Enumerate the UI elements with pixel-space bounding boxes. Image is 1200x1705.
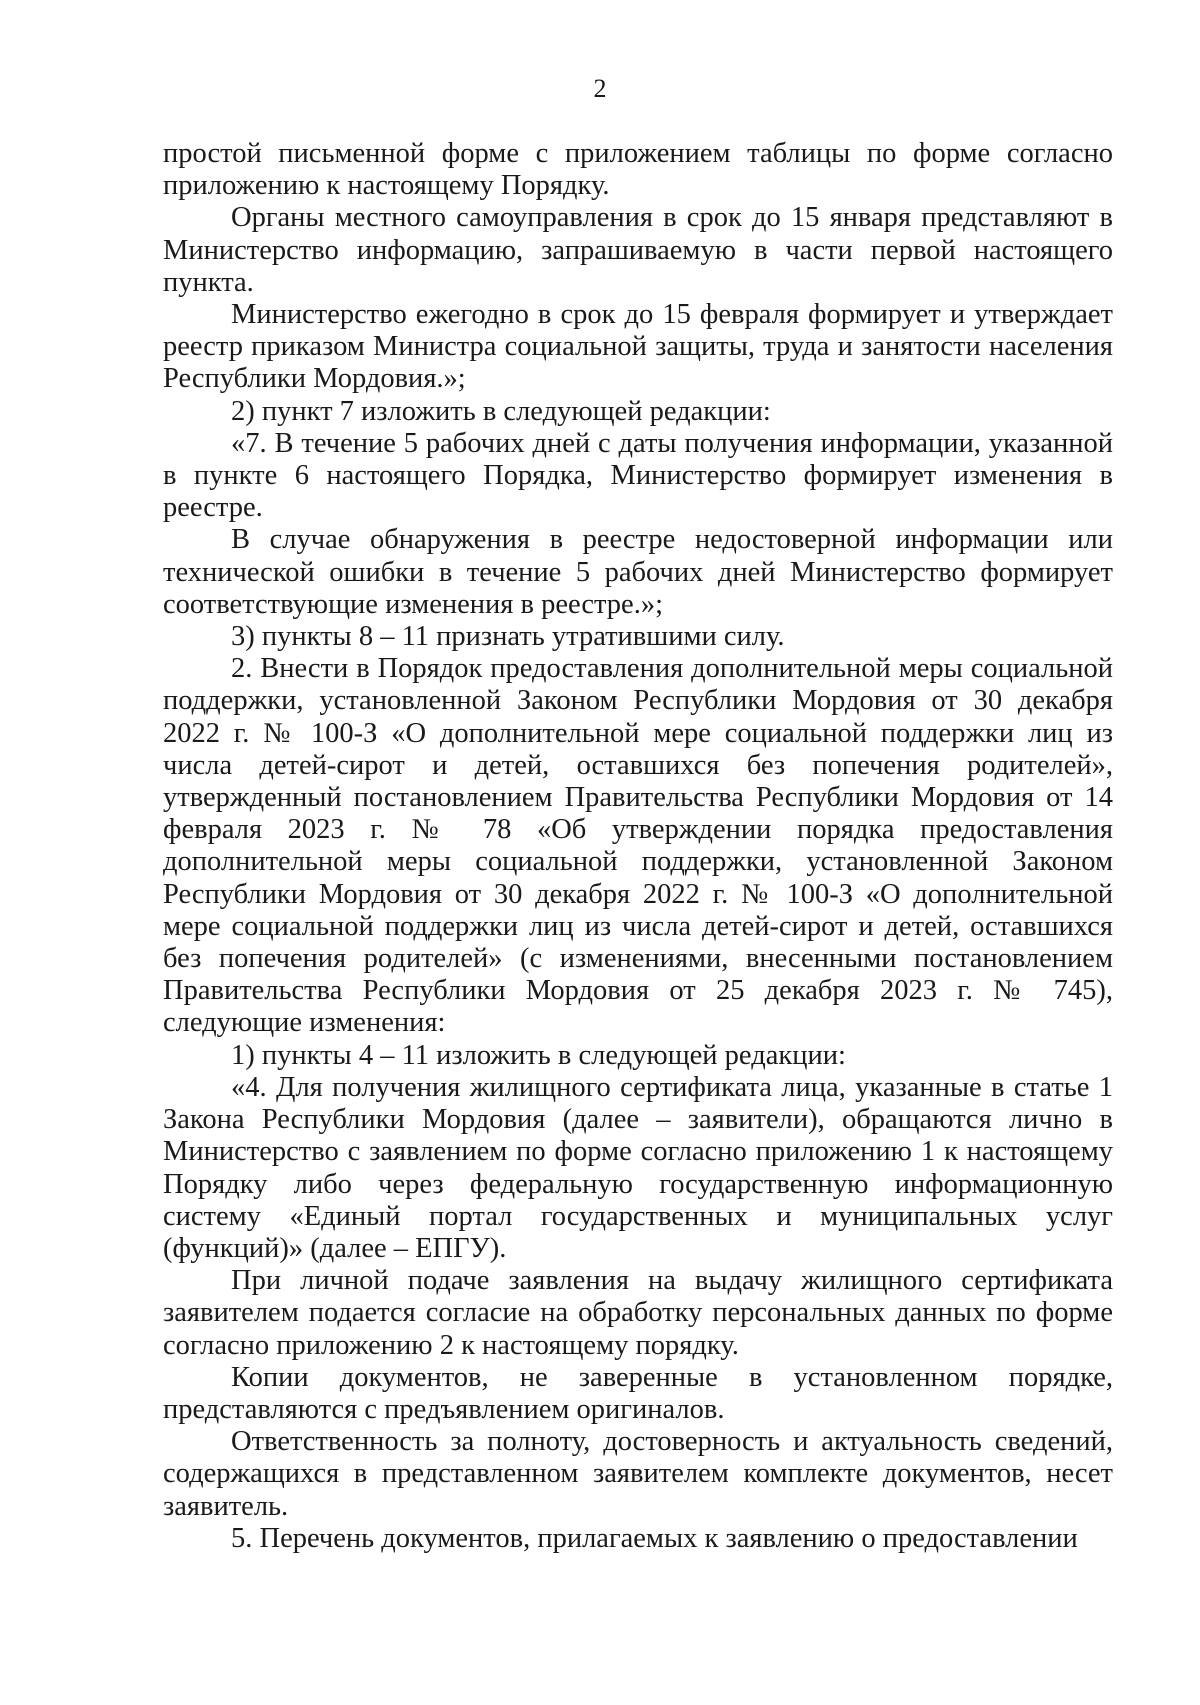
paragraph-item-1-points: 1) пункты 4 – 11 изложить в следующей редакции: <box>231 1039 846 1071</box>
document-body <box>163 138 1113 1555</box>
paragraph-point-5: 5. Перечень документов, прилагаемых к заявлению о предоставлении <box>231 1522 1078 1554</box>
page-number: 2 <box>593 74 607 103</box>
paragraph-error-case: В случае обнаружения в реестре недостоверной информации или технической ошибки в течение 5 рабочих дней Министерство формирует соответствующие изменения в реестре.»; <box>163 524 1113 620</box>
paragraph-personal-data: При личной подаче заявления на выдачу жилищного сертификата заявителем подается согласие на обработку персональных данных по форме согласно приложению 2 к настоящему порядку. <box>163 1265 1113 1361</box>
paragraph-point-4: «4. Для получения жилищного сертификата лица, указанные в статье 1 Закона Республики Мордовия (далее – заявители), обращаются лично в Министерство с заявлением по форме согласно приложению 1 к настоящему Порядку либо через федеральную государственную информационную систему «Единый портал государственных и муниципальных услуг (функций)» (далее – ЕПГУ). <box>163 1071 1113 1264</box>
paragraph-responsibility: Ответственность за полноту, достоверность и актуальность сведений, содержащихся в представленном заявителем комплекте документов, несет заявитель. <box>163 1426 1113 1522</box>
paragraph-point-7: «7. В течение 5 рабочих дней с даты получения информации, указанной в пункте 6 настоящего Порядка, Министерство формирует изменения в реестре. <box>163 427 1113 524</box>
paragraph-amend-procedure: 2. Внести в Порядок предоставления дополнительной меры социальной поддержки, установленной Законом Республики Мордовия от 30 декабря 2022 г. № 100-З «О дополнительной мере социальной поддержки лиц из числа детей-сирот и детей, оставшихся без попечения родителей», утвержденный постановлением Правительства Республики Мордовия от 14 февраля 2023 г. № 78 «Об утверждении порядка предоставления дополнительной меры социальной поддержки, установленной Законом Республики Мордовия от 30 декабря 2022 г. № 100-З «О дополнительной мере социальной поддержки лиц из числа детей-сирот и детей, оставшихся без попечения родителей» (с изменениями, внесенными постановлением Правительства Республики Мордовия от 25 декабря 2023 г. № 745), следующие изменения: <box>163 653 1113 1039</box>
paragraph-local-authorities: Органы местного самоуправления в срок до 15 января представляют в Министерство информацию, запрашиваемую в части первой настоящего пункта. <box>163 202 1113 298</box>
paragraph-item-2: 2) пункт 7 изложить в следующей редакции: <box>231 395 771 427</box>
paragraph-continuation: простой письменной форме с приложением таблицы по форме согласно приложению к настоящему Порядку. <box>163 138 1113 202</box>
paragraph-item-3: 3) пункты 8 – 11 признать утратившими силу. <box>231 621 785 653</box>
paragraph-ministry-registry: Министерство ежегодно в срок до 15 февраля формирует и утверждает реестр приказом Министра социальной защиты, труда и занятости населения Республики Мордовия.»; <box>163 299 1113 395</box>
paragraph-copies: Копии документов, не заверенные в установленном порядке, представляются с предъявлением оригиналов. <box>163 1361 1113 1425</box>
